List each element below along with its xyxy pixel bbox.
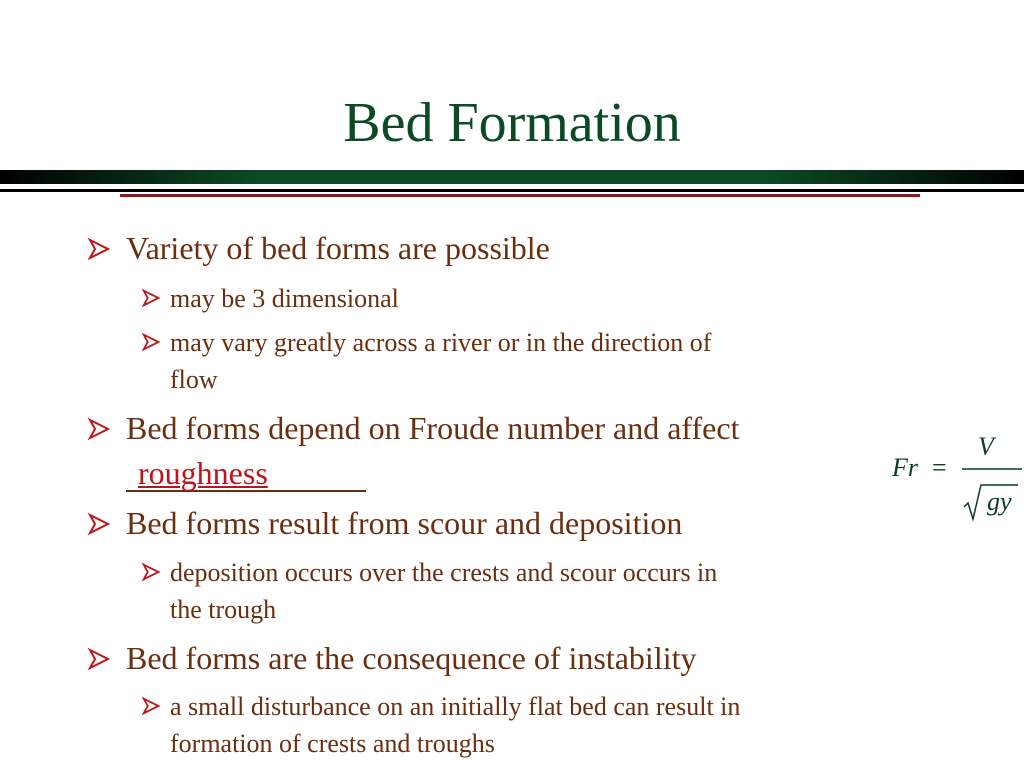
blank-answer: roughness [138,455,268,491]
arrow-bullet-icon [88,238,110,260]
arrow-bullet-icon [142,289,160,307]
arrow-bullet-icon [142,563,160,581]
bullet-text: Variety of bed forms are possible [126,230,550,266]
bullet-text: Bed forms are the consequence of instability [126,640,697,676]
sub-bullet-text: may be 3 dimensional [170,284,399,313]
formula-denominator: gy [987,487,1012,516]
sub-bullet-text: a small disturbance on an initially flat bed can result in [170,692,741,721]
formula-numerator: V [978,432,994,461]
bullet-text: Bed forms result from scour and deposition [126,505,683,541]
arrow-bullet-icon [88,513,110,535]
sub-bullet-text-cont: formation of crests and troughs [170,729,495,758]
sub-bullet-text: may vary greatly across a river or in the direction of [170,328,712,357]
arrow-bullet-icon [88,648,110,670]
arrow-bullet-icon [142,697,160,715]
formula-lhs: Fr [892,453,918,482]
sub-bullet-text-cont: flow [170,365,218,394]
froude-number-formula [888,428,1024,528]
formula-equals: = [932,453,947,482]
arrow-bullet-icon [88,418,110,440]
arrow-bullet-icon [142,333,160,351]
sub-bullet-text-cont: the trough [170,595,277,624]
sub-bullet-text: deposition occurs over the crests and scour occurs in [170,558,718,587]
bullet-text: Bed forms depend on Froude number and affect [126,410,740,446]
fill-in-blank [126,455,366,492]
slide-title: Bed Formation [343,92,681,154]
